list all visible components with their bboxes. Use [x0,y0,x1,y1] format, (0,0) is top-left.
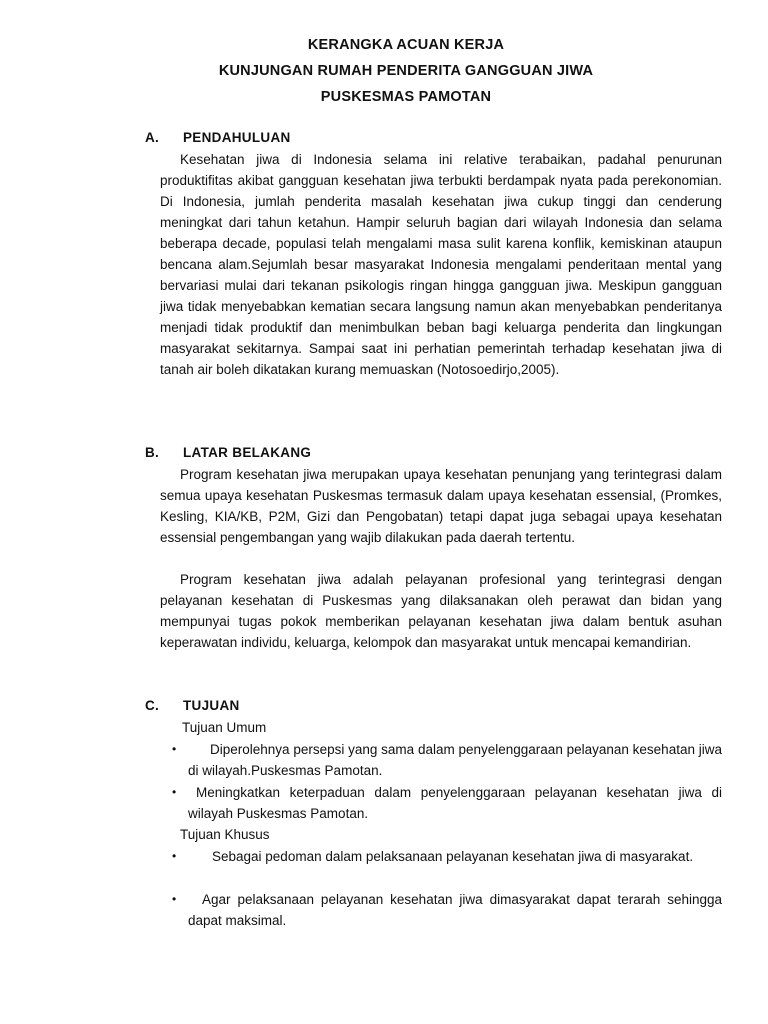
general-objective-text-1: Diperolehnya persepsi yang sama dalam penyelenggaraan pelayanan kesehatan jiwa di wilayah.Puskesmas Pamotan. [188,742,722,778]
section-b-paragraph-2: Program kesehatan jiwa adalah pelayanan profesional yang terintegrasi dengan pelayanan kesehatan di Puskesmas yang dilaksanakan oleh perawat dan bidan yang mempunyai tugas pokok memberikan pelayanan kesehatan jiwa dalam bentuk asuhan keperawatan individu, keluarga, kelompok dan masyarakat untuk mencapai kemandirian. [160,572,722,650]
bullet-icon: • [172,785,177,799]
section-b-letter: B. [145,445,160,460]
title-line-3: PUSKESMAS PAMOTAN [320,89,492,105]
bullet-icon: • [172,892,177,906]
section-c-heading [145,698,445,718]
title-line-2: KUNJUNGAN RUMAH PENDERITA GANGGUAN JIWA [218,63,594,79]
specific-objective-label: Tujuan Khusus [180,827,270,842]
section-b-paragraph-1: Program kesehatan jiwa merupakan upaya kesehatan penunjang yang terintegrasi dalam semua upaya kesehatan Puskesmas termasuk dalam upaya kesehatan essensial, (Promkes, Kesling, KIA/KB, P2M, Gizi dan Pengobatan) tetapi dapat juga sebagai upaya kesehatan essensial pengembangan yang wajib dilakukan pada daerah tertentu. [160,467,722,545]
section-b-heading [145,445,445,465]
specific-objective-item-2 [172,889,724,931]
title-line-1: KERANGKA ACUAN KERJA [307,37,505,53]
section-a-letter: A. [145,130,160,145]
general-objective-text-2: Meningkatkan keterpaduan dalam penyelenggaraan pelayanan kesehatan jiwa di wilayah Puskesmas Pamotan. [188,785,722,821]
bullet-icon: • [172,742,177,756]
specific-objective-item-1 [172,846,724,888]
bullet-icon: • [172,849,177,863]
section-c-letter: C. [145,698,160,713]
general-objective-item-2 [172,782,724,824]
document-title [0,36,768,114]
specific-objective-text-1: Sebagai pedoman dalam pelaksanaan pelayanan kesehatan jiwa di masyarakat. [212,849,694,864]
general-objective-item-1 [172,739,724,781]
general-objective-label: Tujuan Umum [182,720,267,735]
section-a-paragraph: Kesehatan jiwa di Indonesia selama ini relative terabaikan, padahal penurunan produktifitas akibat gangguan kesehatan jiwa terbukti berdampak nyata pada perekonomian. Di Indonesia, jumlah penderita masalah kesehatan jiwa cukup tinggi dan cenderung meningkat dari tahun ketahun. Hampir seluruh bagian dari wilayah Indonesia dan selama beberapa decade, populasi telah mengalami masa sulit karena konflik, kemiskinan ataupun bencana alam.Sejumlah besar masyarakat Indonesia mengalami penderitaan mental yang bervariasi mulai dari tekanan psikologis ringan hingga gangguan jiwa. Meskipun gangguan jiwa tidak menyebabkan kematian secara langsung namun akan menyebabkan penderitanya menjadi tidak produktif dan menimbulkan beban bagi keluarga penderita dan lingkungan masyarakat sekitarnya. Sampai saat ini perhatian pemerintah terhadap kesehatan jiwa di tanah air boleh dikatakan kurang memuaskan (Notosoedirjo,2005). [160,152,722,377]
section-a-heading [145,130,445,150]
section-a-title: PENDAHULUAN [183,130,291,145]
section-b-title: LATAR BELAKANG [183,445,312,460]
specific-objective-text-2: Agar pelaksanaan pelayanan kesehatan jiwa dimasyarakat dapat terarah sehingga dapat maksimal. [188,892,722,928]
section-c-title: TUJUAN [183,698,240,713]
